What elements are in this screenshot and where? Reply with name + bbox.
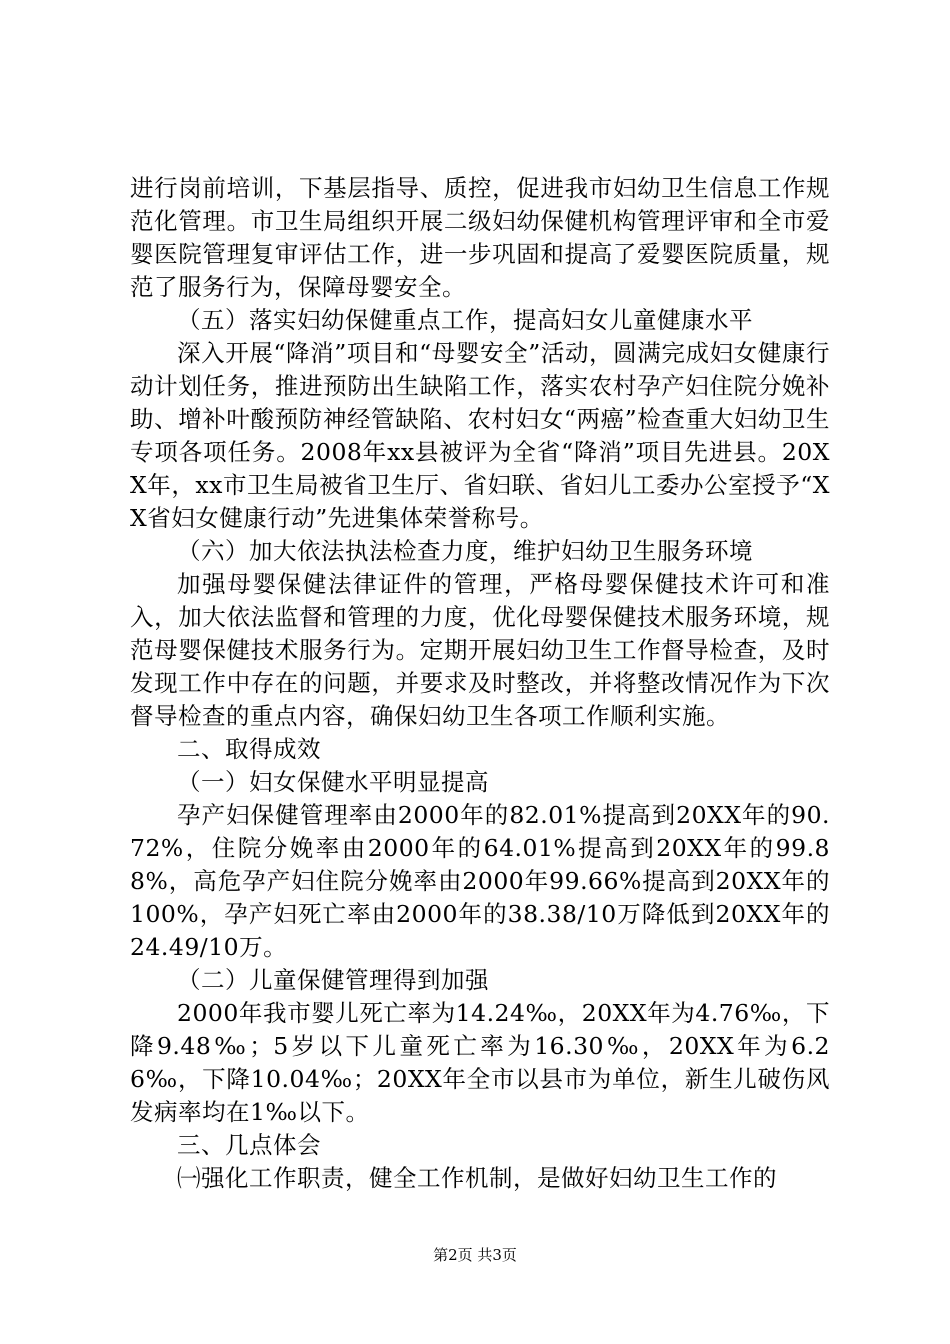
paragraph-child-health-stats: 2000年我市婴儿死亡率为14.24‰，20XX年为4.76‰，下降9.48‰；5岁以下儿童死亡率为16.30‰，20XX年为6.26‰，下降10.04‰；20XX年全市以县市为单位，新生儿破伤风发病率均在1‰以下。 [130,999,830,1126]
subheading-women-health: （一）妇女保健水平明显提高 [177,768,489,796]
paragraph-continued: 进行岗前培训，下基层指导、质控，促进我市妇幼卫生信息工作规范化管理。市卫生局组织开展二级妇幼保健机构管理评审和全市爱婴医院管理复审评估工作，进一步巩固和提高了爱婴医院质量，规范了服务行为，保障母婴安全。 [130,174,830,301]
paragraph-women-health-stats: 孕产妇保健管理率由2000年的82.01%提高到20XX年的90.72%，住院分娩率由2000年的64.01%提高到20XX年的99.88%，高危孕产妇住院分娩率由2000年99.66%提高到20XX年的100%，孕产妇死亡率由2000年的38.38/10万降低到20XX年的24.49/10万。 [130,801,830,961]
paragraph-key-work: 深入开展“降消”项目和“母婴安全”活动，圆满完成妇女健康行动计划任务，推进预防出生缺陷工作，落实农村孕产妇住院分娩补助、增补叶酸预防神经管缺陷、农村妇女“两癌”检查重大妇幼卫生专项各项任务。2008年xx县被评为全省“降消”项目先进县。20XX年，xx市卫生局被省卫生厅、省妇联、省妇儿工委办公室授予“XX省妇女健康行动”先进集体荣誉称号。 [130,339,830,532]
section-heading-five: （五）落实妇幼保健重点工作，提高妇女儿童健康水平 [177,306,753,334]
section-heading-results: 二、取得成效 [177,735,321,763]
page-number-label: 第2页 共3页 [433,1246,517,1264]
page-footer [0,1245,950,1265]
subheading-child-health: （二）儿童保健管理得到加强 [177,966,489,994]
section-heading-experience: 三、几点体会 [177,1131,321,1159]
paragraph-law-enforcement: 加强母婴保健法律证件的管理，严格母婴保健技术许可和准入，加大依法监督和管理的力度，优化母婴保健技术服务环境，规范母婴保健技术服务行为。定期开展妇幼卫生工作督导检查，及时发现工作中存在的问题，并要求及时整改，并将整改情况作为下次督导检查的重点内容，确保妇幼卫生各项工作顺利实施。 [130,570,830,730]
paragraph-experience-one: ㈠强化工作职责，健全工作机制，是做好妇幼卫生工作的 [177,1164,777,1192]
section-heading-six: （六）加大依法执法检查力度，维护妇幼卫生服务环境 [177,537,753,565]
document-body [130,172,830,1195]
